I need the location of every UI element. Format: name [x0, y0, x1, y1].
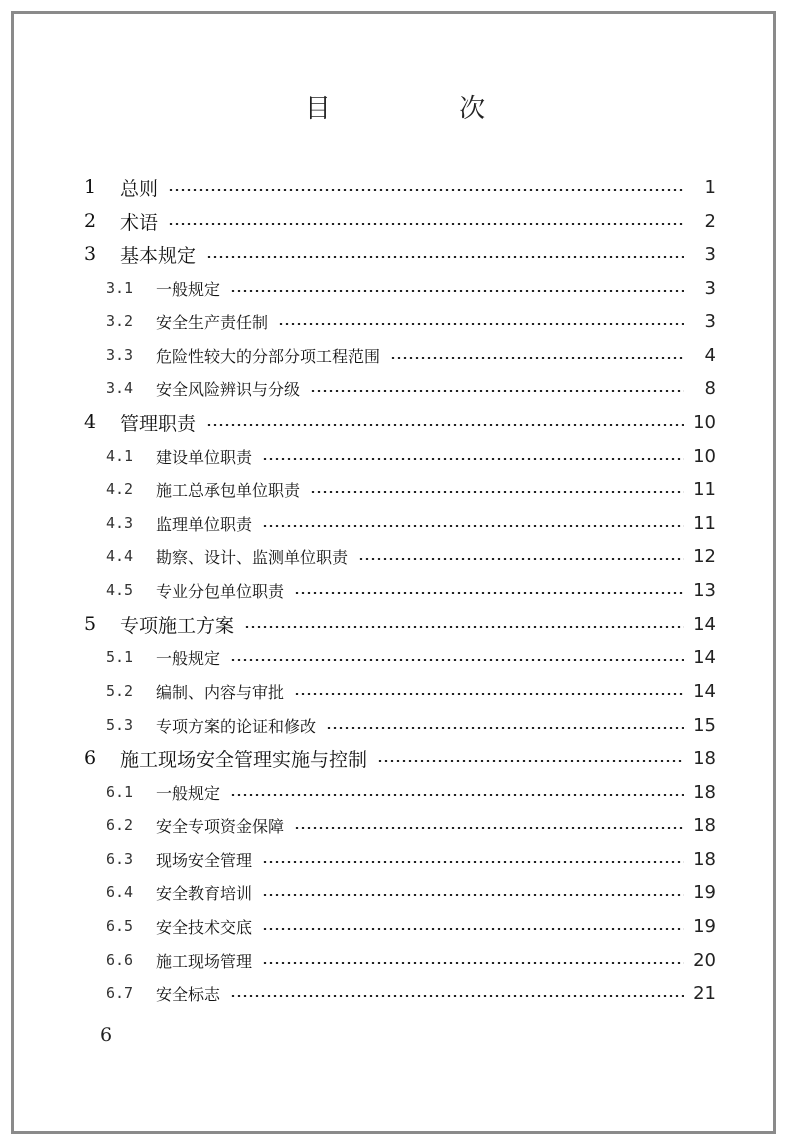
toc-entry-label: 安全专项资金保障: [156, 816, 285, 836]
toc-entry[interactable]: [106, 472, 716, 506]
toc-entry-number: 4.2: [106, 480, 134, 498]
toc-entry-page: 3: [704, 310, 716, 332]
toc-entry[interactable]: [84, 607, 716, 641]
toc-entry[interactable]: [106, 976, 716, 1010]
toc-entry[interactable]: [84, 741, 716, 775]
toc-entry-label: 专业分包单位职责: [156, 581, 285, 601]
toc-leader-dots: [168, 189, 684, 191]
toc-entry[interactable]: [106, 539, 716, 573]
toc-leader-dots: [377, 760, 684, 762]
toc-entry-label: 一般规定: [156, 279, 221, 299]
toc-entry-number: 5.3: [106, 716, 134, 734]
toc-leader-dots: [262, 458, 684, 460]
toc-entry-number: 6: [84, 747, 97, 769]
toc-title: 目 次: [304, 94, 546, 124]
toc-leader-dots: [294, 827, 684, 829]
toc-entry[interactable]: [84, 170, 716, 204]
toc-entry-label: 施工现场管理: [156, 951, 253, 971]
toc-entry[interactable]: [106, 842, 716, 876]
toc-leader-dots: [168, 223, 684, 225]
toc-leader-dots: [310, 491, 684, 493]
toc-entry[interactable]: [106, 640, 716, 674]
toc-entry-label: 建设单位职责: [156, 447, 253, 467]
toc-entry-number: 3.4: [106, 379, 134, 397]
toc-entry-label: 一般规定: [156, 783, 221, 803]
page-number: 6: [100, 1024, 113, 1046]
toc-leader-dots: [294, 693, 684, 695]
toc-entry-label: 编制、内容与审批: [156, 682, 285, 702]
toc-entry-number: 4.1: [106, 447, 134, 465]
toc-entry[interactable]: [84, 237, 716, 271]
toc-leader-dots: [206, 256, 684, 258]
toc-entry-page: 1: [704, 176, 716, 198]
toc-entry-page: 14: [693, 613, 716, 635]
toc-leader-dots: [244, 626, 684, 628]
toc-entry-page: 11: [693, 478, 716, 500]
toc-entry-page: 19: [693, 915, 716, 937]
toc-entry-number: 6.6: [106, 951, 134, 969]
toc-leader-dots: [358, 558, 684, 560]
toc-entry-label: 安全生产责任制: [156, 312, 269, 332]
toc-entry-number: 4: [84, 411, 97, 433]
toc-entry-page: 18: [693, 781, 716, 803]
toc-entry-label: 专项施工方案: [120, 614, 235, 637]
toc-entry-page: 18: [693, 814, 716, 836]
toc-entry[interactable]: [106, 674, 716, 708]
toc-entry-label: 基本规定: [120, 244, 197, 267]
toc-entry[interactable]: [84, 204, 716, 238]
toc-entry-number: 4.3: [106, 514, 134, 532]
toc-entry-label: 管理职责: [120, 412, 197, 435]
toc-leader-dots: [262, 928, 684, 930]
toc-entry-number: 4.4: [106, 547, 134, 565]
toc-entry-page: 3: [704, 243, 716, 265]
toc-entry-label: 安全风险辨识与分级: [156, 379, 301, 399]
toc-entry-page: 10: [693, 445, 716, 467]
toc-entry-number: 6.7: [106, 984, 134, 1002]
toc-leader-dots: [206, 424, 684, 426]
toc-entry-number: 6.1: [106, 783, 134, 801]
toc-entry-label: 施工总承包单位职责: [156, 480, 301, 500]
toc-entry[interactable]: [106, 573, 716, 607]
toc-leader-dots: [230, 290, 684, 292]
toc-entry-number: 3: [84, 243, 97, 265]
toc-entry-number: 6.2: [106, 816, 134, 834]
toc-entry-page: 21: [693, 982, 716, 1004]
toc-entry-number: 5.1: [106, 648, 134, 666]
toc-leader-dots: [262, 525, 684, 527]
toc-entry-label: 总则: [120, 177, 159, 200]
toc-entry-label: 术语: [120, 211, 159, 234]
toc-entry[interactable]: [106, 304, 716, 338]
toc-entry[interactable]: [106, 371, 716, 405]
toc-entry[interactable]: [106, 338, 716, 372]
toc-entry-page: 2: [704, 210, 716, 232]
toc-leader-dots: [278, 323, 684, 325]
toc-entry[interactable]: [106, 775, 716, 809]
toc-entry-page: 18: [693, 848, 716, 870]
toc-entry-number: 5: [84, 613, 97, 635]
toc-entry-page: 3: [704, 277, 716, 299]
toc-entry-label: 一般规定: [156, 648, 221, 668]
toc-entry-page: 8: [704, 377, 716, 399]
toc-leader-dots: [230, 995, 684, 997]
toc-entry-page: 12: [693, 545, 716, 567]
toc-entry-number: 6.3: [106, 850, 134, 868]
toc-entry-page: 14: [693, 646, 716, 668]
toc-entry-page: 13: [693, 579, 716, 601]
toc-entry-number: 5.2: [106, 682, 134, 700]
toc-entry[interactable]: [106, 909, 716, 943]
toc-leader-dots: [262, 861, 684, 863]
toc-entry-label: 安全技术交底: [156, 917, 253, 937]
toc-entry-label: 安全教育培训: [156, 883, 253, 903]
toc-entry-label: 现场安全管理: [156, 850, 253, 870]
toc-entry[interactable]: [106, 708, 716, 742]
toc-entry-page: 4: [704, 344, 716, 366]
toc-entry[interactable]: [106, 506, 716, 540]
toc-entry-number: 3.2: [106, 312, 134, 330]
toc-entry[interactable]: [106, 943, 716, 977]
toc-entry-number: 6.4: [106, 883, 134, 901]
toc-entry-page: 20: [693, 949, 716, 971]
toc-entry-label: 安全标志: [156, 984, 221, 1004]
toc-leader-dots: [262, 962, 684, 964]
toc-entry-label: 施工现场安全管理实施与控制: [120, 748, 368, 771]
toc-entry-number: 3.3: [106, 346, 134, 364]
toc-leader-dots: [310, 390, 684, 392]
toc-entry-label: 专项方案的论证和修改: [156, 716, 317, 736]
toc-entry-label: 勘察、设计、监测单位职责: [156, 547, 349, 567]
toc-entry-label: 危险性较大的分部分项工程范围: [156, 346, 381, 366]
toc-entry-number: 3.1: [106, 279, 134, 297]
toc-entry[interactable]: [106, 875, 716, 909]
toc-entry-page: 14: [693, 680, 716, 702]
toc-entry-page: 10: [693, 411, 716, 433]
toc-entry-number: 1: [84, 176, 97, 198]
toc-leader-dots: [326, 727, 684, 729]
toc-leader-dots: [230, 659, 684, 661]
toc-entry[interactable]: [106, 271, 716, 305]
toc-entry-page: 18: [693, 747, 716, 769]
toc-leader-dots: [262, 894, 684, 896]
toc-entry-number: 4.5: [106, 581, 134, 599]
toc-entry-page: 19: [693, 881, 716, 903]
toc-entry-number: 6.5: [106, 917, 134, 935]
toc-entry-page: 15: [693, 714, 716, 736]
toc-entry-label: 监理单位职责: [156, 514, 253, 534]
toc-entry[interactable]: [84, 405, 716, 439]
toc-entry-number: 2: [84, 210, 97, 232]
toc-leader-dots: [294, 592, 684, 594]
toc-entry[interactable]: [106, 439, 716, 473]
toc-leader-dots: [230, 794, 684, 796]
toc-entry-page: 11: [693, 512, 716, 534]
toc-entry[interactable]: [106, 808, 716, 842]
toc-leader-dots: [390, 357, 684, 359]
